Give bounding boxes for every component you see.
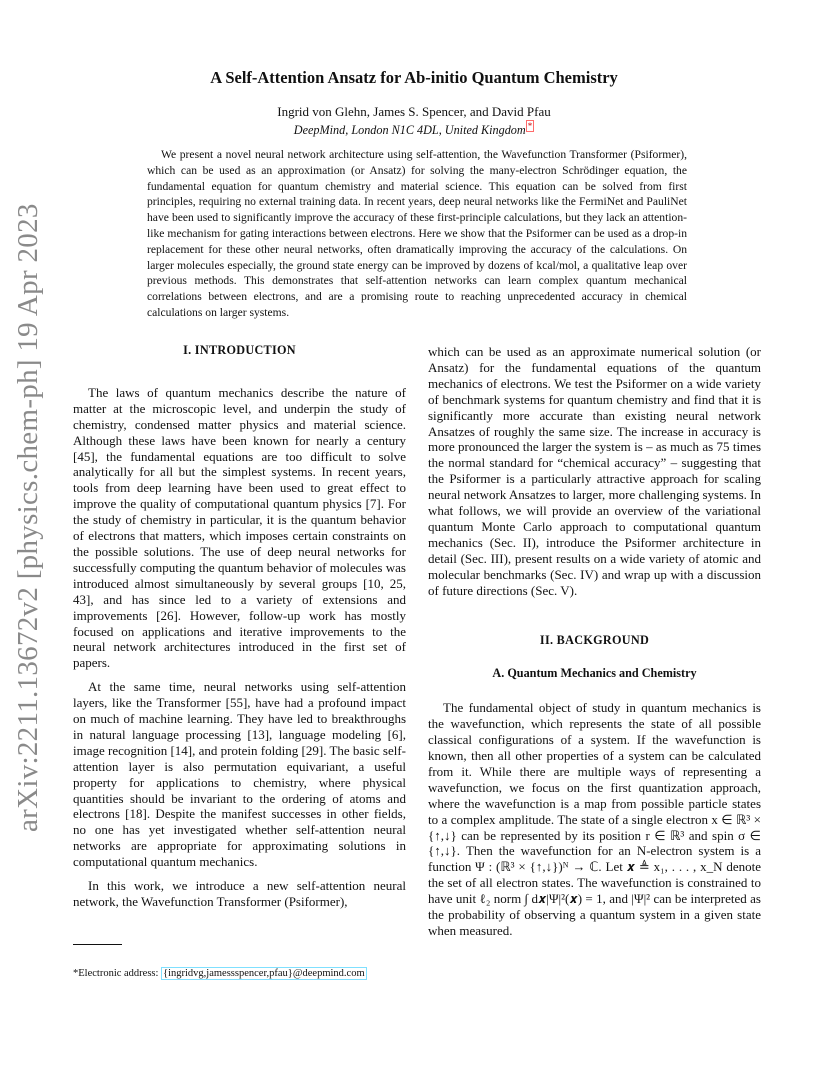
paper-title: A Self-Attention Ansatz for Ab-initio Quantum Chemistry — [210, 68, 618, 87]
section-heading-introduction: I. INTRODUCTION — [183, 343, 296, 357]
abstract: We present a novel neural network architecture using self-attention, the Wavefunction Transformer (Psiformer), which can be used as an approximation (or Ansatz) for solving the many-electron Schrödinger equation, the fundamental equation for quantum chemistry and material science. This equation can be solved from first principles, requiring no external training data. In recent years, deep neural networks like the FermiNet and PauliNet have been used to significantly improve the accuracy of these first-principle calculations, but they lack an attention-like mechanism for gating interactions between electrons. Here we show that the Psiformer can be used as a drop-in replacement for these other neural networks, often dramatically improving the accuracy of the calculations. On larger molecules especially, the ground state energy can be improved by dozens of kcal/mol, a qualitative leap over previous methods. This demonstrates that self-attention networks can learn complex quantum mechanical correlations between electrons, and are a promising route to reaching unprecedented accuracy in chemical calculations on larger systems. — [147, 148, 687, 319]
footnote-rule — [73, 944, 122, 945]
author-list: Ingrid von Glehn, James S. Spencer, and David Pfau — [277, 104, 551, 119]
affiliation — [0, 121, 828, 138]
affiliation-text: DeepMind, London N1C 4DL, United Kingdom — [293, 123, 526, 138]
subsection-heading-quantum-mechanics: A. Quantum Mechanics and Chemistry — [492, 666, 697, 681]
email-link[interactable]: {ingridvg,jamessspencer,pfau}@deepmind.com — [163, 968, 365, 979]
intro-paragraph-4: which can be used as an approximate numerical solution (or Ansatz) for the fundamental equations of the quantum mechanics of electrons. We test the Psiformer on a wide variety of benchmark systems for quantum chemistry and find that it is significantly more accurate than existing neural network Ansatzes of roughly the same size. The increase in accuracy is more pronounced the larger the system is – as much as 75 times the normal standard for “chemical accuracy” – suggesting that the Psiformer is a particularly attractive approach for scaling neural network Ansatzes to larger, more challenging systems. In what follows, we will provide an overview of the variational quantum Monte Carlo approach to computational quantum mechanics (Sec. II), introduce the Psiformer architecture in detail (Sec. III), present results on a wide variety of atomic and molecular benchmarks (Sec. IV) and wrap up with a discussion of future directions (Sec. V). — [428, 344, 761, 598]
section-heading-background: II. BACKGROUND — [539, 632, 650, 647]
intro-paragraph-2: At the same time, neural networks using self-attention layers, like the Transformer [55], have had a profound impact on much of machine learning. They have led to breakthroughs in natural language processing [13], language modeling [6], image recognition [14], and protein folding [29]. The basic self-attention layer is also permutation equivariant, a useful property for applications to chemistry, where physical quantities should be invariant to the ordering of atoms and electrons [18]. Despite the manifest successes in other fields, no one has yet investigated whether self-attention neural networks are appropriate for approximating solutions in computational quantum mechanics. — [73, 679, 406, 870]
right-column — [428, 344, 761, 939]
footnote — [73, 968, 423, 979]
intro-paragraph-1: The laws of quantum mechanics describe the nature of matter at the microscopic level, and underpin the study of chemistry, condensed matter physics and material science. Although these laws have been known for nearly a century [45], the fundamental equations are too difficult to solve analytically for all but the simplest systems. In recent years, tools from deep learning have been used to great effect to improve the quality of computational quantum physics [7]. For the study of chemistry in particular, it is the quantum behavior of electrons that matters, which imposes certain constraints on the possible solutions. The use of deep neural networks for successfully computing the quantum behavior of molecules was introduced almost simultaneously by several groups [10, 25, 43], and has since led to a variety of extensions and improvements [26]. However, follow-up work has mostly focused on applications and iterative improvements to the neural network architectures introduced in the first set of papers. — [73, 384, 406, 671]
left-column — [73, 343, 406, 910]
footnote-link[interactable]: * — [527, 121, 533, 131]
arxiv-identifier: arXiv:2211.13672v2 [physics.chem-ph] 19 Apr 2023 — [12, 203, 44, 832]
intro-paragraph-3: In this work, we introduce a new self-attention neural network, the Wavefunction Transformer (Psiformer), — [73, 878, 406, 909]
arxiv-sidebar — [12, 0, 62, 1072]
footnote-label: *Electronic address: — [73, 968, 162, 979]
background-paragraph-1: The fundamental object of study in quantum mechanics is the wavefunction, which represents the state of all possible classical configurations of a system. If the wavefunction is known, then all other properties of a system can be calculated from it. While there are multiple ways of representing a wavefunction, we focus on the first quantization approach, where the wavefunction is a map from possible particle states to a complex amplitude. The state of a single electron x ∈ ℝ³ × {↑,↓} can be represented by its position r ∈ ℝ³ and spin σ ∈ {↑,↓}. Then the wavefunction for an N-electron system is a function Ψ : (ℝ³ × {↑,↓})ᴺ → ℂ. Let 𝒙 ≜ x₁, . . . , x_N denote the set of all electron states. The wavefunction is constrained to have unit ℓ₂ norm ∫ d𝒙|Ψ|²(𝒙) = 1, and |Ψ|² can be interpreted as the probability of observing a quantum system in a given state when measured. — [428, 700, 761, 938]
